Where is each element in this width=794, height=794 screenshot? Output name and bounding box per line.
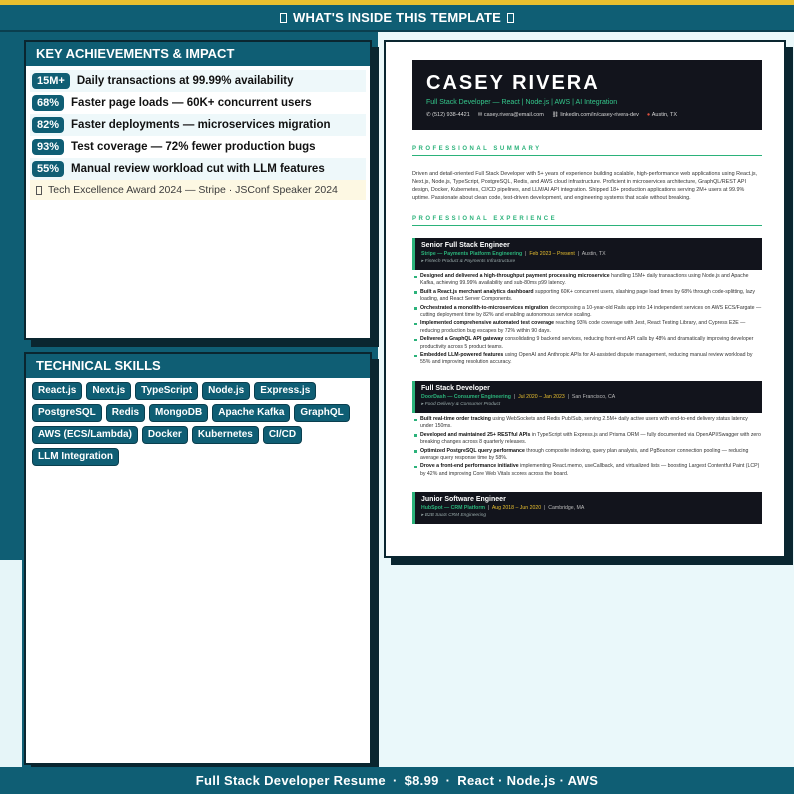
- email-value: casey.rivera@email.com: [483, 112, 544, 118]
- award-text: Tech Excellence Award 2024 — Stripe · JSConf Speaker 2024: [48, 184, 338, 196]
- job-header: [412, 492, 762, 524]
- achievement-item: [30, 136, 366, 158]
- job-bullet-lead: Drove a front-end performance initiative: [420, 463, 519, 470]
- achievements-panel: [24, 40, 372, 340]
- achievements-list: [26, 66, 370, 200]
- job-meta: DoorDash — Consumer Engineering | Jul 2020 – Jan 2023 | San Francisco, CA: [421, 394, 616, 400]
- resume-header: [412, 60, 762, 130]
- achievement-text: Test coverage — 72% fewer production bugs: [71, 141, 316, 153]
- achievement-text: Manual review workload cut with LLM features: [71, 163, 325, 175]
- job-sub-value: B2B SaaS CRM Engineering: [424, 513, 487, 518]
- job-bullet-lead: Built real-time order tracking: [420, 416, 491, 422]
- job-bullet-text: using OpenAI and Anthropic APIs for AI-assisted dispute management, reducing manual review workload by 55% and improving resolution accuracy.: [420, 352, 753, 366]
- linkedin-value: linkedin.com/in/casey-rivera-dev: [560, 112, 639, 118]
- location-value: Austin, TX: [651, 112, 678, 118]
- location-text: ● Austin, TX: [646, 112, 678, 118]
- job-bullet: [414, 432, 762, 447]
- job-bullet-lead: Built a React.js merchant analytics dashboard: [420, 288, 534, 295]
- summary-heading: PROFESSIONAL SUMMARY: [412, 146, 762, 156]
- footer-separator: ·: [392, 773, 398, 788]
- job-meta: HubSpot — CRM Platform | Aug 2018 – Jun 2020 | Cambridge, MA: [421, 505, 585, 511]
- job-company: HubSpot — CRM Platform: [421, 505, 485, 511]
- job-bullet-lead: Optimized PostgreSQL query performance: [420, 447, 525, 454]
- skill-chip: MongoDB: [149, 404, 208, 422]
- job-bullet-lead: Implemented comprehensive automated test coverage: [420, 320, 555, 327]
- job-bullet-text: through composite indexing, query plan analysis, and PgBouncer connection pooling — reducing average query response time by 58%.: [420, 447, 749, 462]
- resume-preview: [384, 40, 786, 558]
- skill-chip: Apache Kafka: [212, 404, 290, 422]
- job-header: [412, 381, 762, 413]
- job-bullet: [414, 448, 762, 463]
- box-icon: [280, 13, 287, 23]
- skill-chip: TypeScript: [135, 382, 198, 400]
- skills-panel: [24, 352, 372, 765]
- job-bullet: [414, 463, 762, 478]
- achievement-badge: 82%: [32, 117, 64, 133]
- job-location: Cambridge, MA: [548, 505, 585, 511]
- resume-title: Full Stack Developer — React | Node.js | AWS | AI Integration: [426, 99, 618, 106]
- achievement-text: Faster deployments — microservices migration: [71, 119, 331, 131]
- achievement-badge: 93%: [32, 139, 64, 155]
- experience-heading: PROFESSIONAL EXPERIENCE: [412, 216, 762, 226]
- job-dates: Jul 2020 – Jan 2023: [518, 394, 565, 400]
- job-dates: Aug 2018 – Jun 2020: [491, 505, 542, 511]
- skill-chip: Express.js: [254, 382, 316, 400]
- achievement-item: [30, 114, 366, 136]
- job-bullet-text: implementing React.memo, useCallback, and virtualized lists — boosting Largest Contentful Paint (LCP) by 42% and improving Core Web Vitals scores across the board.: [420, 463, 760, 477]
- footer-price: $8.99: [404, 773, 439, 788]
- skill-chip: Docker: [142, 426, 188, 444]
- footer-tags: React · Node.js · AWS: [457, 773, 599, 788]
- footer-bar: [0, 767, 794, 794]
- achievement-badge: 68%: [32, 95, 64, 111]
- job-dates: Feb 2023 – Present: [529, 251, 575, 257]
- job-sub-value: Fintech Product & Payments Infrastructure: [424, 259, 516, 264]
- skill-chip: AWS (ECS/Lambda): [32, 426, 138, 444]
- achievement-item: [30, 70, 366, 92]
- achievement-item: [30, 158, 366, 180]
- skill-chip: GraphQL: [294, 404, 349, 422]
- job-bullet: [414, 352, 762, 367]
- skill-chip: Kubernetes: [192, 426, 259, 444]
- job-subtitle: ▸ B2B SaaS CRM Engineering: [421, 513, 487, 518]
- job-bullet: [414, 320, 762, 335]
- job-bullet-text: supporting 60K+ concurrent users, slashing page load times by 68% through code-splitting, lazy loading, and React Server Components.: [420, 288, 755, 303]
- skills-heading: TECHNICAL SKILLS: [26, 354, 370, 378]
- phone-text: ✆ (512) 938-4421: [426, 112, 470, 118]
- job-bullet-lead: Designed and delivered a high-throughput payment processing microservice: [420, 273, 610, 279]
- job-title: Full Stack Developer: [421, 385, 490, 392]
- linkedin-text: ⛓ linkedin.com/in/casey-rivera-dev: [551, 112, 639, 118]
- job-location: San Francisco, CA: [571, 394, 616, 400]
- achievement-text: Daily transactions at 99.99% availability: [76, 75, 294, 87]
- skills-chip-list: [26, 378, 370, 470]
- job-bullet-lead: Embedded LLM-powered features: [420, 352, 504, 359]
- job-company: DoorDash — Consumer Engineering: [421, 394, 511, 400]
- job-title: Senior Full Stack Engineer: [421, 242, 510, 249]
- award-line: [30, 180, 366, 200]
- email-text: ✉ casey.rivera@email.com: [477, 112, 544, 118]
- skill-chip: PostgreSQL: [32, 404, 102, 422]
- achievement-text: Faster page loads — 60K+ concurrent users: [71, 97, 312, 109]
- skill-chip: CI/CD: [263, 426, 302, 444]
- job-header: [412, 238, 762, 270]
- job-bullet-lead: Delivered a GraphQL API gateway: [420, 336, 504, 343]
- job-title: Junior Software Engineer: [421, 496, 506, 503]
- footer-separator: ·: [445, 773, 451, 788]
- job-bullet: [414, 289, 762, 304]
- resume-contacts: [426, 112, 748, 118]
- job-bullet-lead: Orchestrated a monolith-to-microservices migration: [420, 304, 549, 311]
- job-bullet-text: reaching 93% code coverage with Jest, React Testing Library, and Cypress E2E — reducing production bug escapes by 72% within 90 days.: [420, 320, 746, 334]
- skill-chip: LLM Integration: [32, 448, 119, 466]
- achievement-badge: 55%: [32, 161, 64, 177]
- job-bullet-text: in TypeScript with Express.js and Prisma ORM — fully documented via OpenAPI/Swagger with zero breaking changes across 8 quarterly releases.: [420, 431, 761, 446]
- banner-text: WHAT'S INSIDE THIS TEMPLATE: [292, 10, 502, 25]
- job-bullet-text: consolidating 9 backend services, reducing front-end API calls by 48% and dramatically improving developer productivity across 5 product teams.: [420, 336, 754, 350]
- backdrop-strip: [0, 560, 22, 767]
- skill-chip: Next.js: [86, 382, 131, 400]
- job-location: Austin, TX: [581, 251, 606, 257]
- job-bullet: [414, 305, 762, 320]
- job-sub-value: Food Delivery & Consumer Product: [424, 402, 501, 407]
- job-bullets: [414, 273, 762, 368]
- skill-chip: Redis: [106, 404, 145, 422]
- job-company: Stripe — Payments Platform Engineering: [421, 251, 523, 257]
- phone-value: (512) 938-4421: [432, 112, 470, 118]
- footer-product: Full Stack Developer Resume: [195, 773, 386, 788]
- top-banner: [0, 0, 794, 32]
- job-bullet-lead: Developed and maintained 25+ RESTful APIs: [420, 431, 531, 438]
- job-bullet: [414, 273, 762, 288]
- achievement-badge: 15M+: [32, 73, 70, 89]
- trophy-icon: [36, 186, 42, 195]
- job-subtitle: ▸ Fintech Product & Payments Infrastructure: [421, 259, 516, 264]
- resume-name: CASEY RIVERA: [426, 72, 600, 94]
- job-bullet: [414, 336, 762, 351]
- job-subtitle: ▸ Food Delivery & Consumer Product: [421, 402, 501, 407]
- skill-chip: React.js: [32, 382, 82, 400]
- job-bullet-text: using WebSockets and Redis Pub/Sub, serving 2.5M+ daily active users with end-to-end delivery status latency under 150ms.: [420, 416, 748, 430]
- job-meta: Stripe — Payments Platform Engineering | Feb 2023 – Present | Austin, TX: [421, 251, 606, 257]
- job-bullet-text: handling 15M+ daily transactions using Node.js and Apache Kafka, achieving 99.99% availability and sub-80ms p99 latency.: [420, 273, 749, 287]
- job-bullets: [414, 416, 762, 479]
- achievement-item: [30, 92, 366, 114]
- box-icon: [507, 13, 514, 23]
- job-bullet: [414, 416, 762, 431]
- achievements-heading: KEY ACHIEVEMENTS & IMPACT: [26, 42, 370, 66]
- skill-chip: Node.js: [202, 382, 250, 400]
- job-bullet-text: decomposing a 10-year-old Rails app into 14 independent services on AWS ECS/Fargate — cutting deployment time by 82% and enabling autonomous service scaling.: [420, 304, 762, 319]
- summary-text: Driven and detail-oriented Full Stack Developer with 5+ years of experience building scalable, high-performance web applications using React.js, Next.js, Node.js, TypeScript, PostgreSQL, Redis, and AWS cloud infrastructure. Proficient in microservices architecture, GraphQL/REST API design, Docker, Kubernetes, CI/CD pipelines, and LLM/AI API integration. Shipped 18+ production applications serving 2M+ users at 99.9% uptime. Passionate about clean code, test-driven development, and engineering systems that scale without breaking.: [412, 171, 758, 201]
